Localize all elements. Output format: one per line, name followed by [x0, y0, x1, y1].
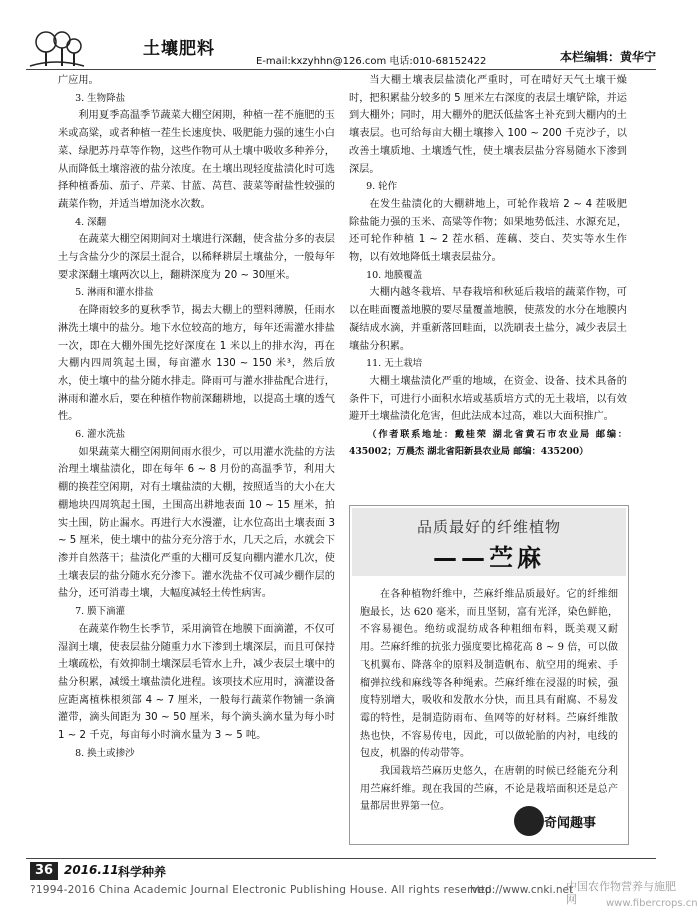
- section-heading: 10. 地膜覆盖: [366, 269, 423, 281]
- box-body: [360, 586, 618, 816]
- body-paragraph: 如果蔬菜大棚空闲期间雨水很少，可以用灌水洗盐的方法治理土壤盐渍化，即在每年 6 ~ 8 月份的高温季节，利用大棚的换茬空闲期，对有土壤盐渍的大棚，按照适当的大小在大棚地块四周筑起土围，土围高出耕地表面 10 ~ 15 厘米，拍实土围，防止漏水。再进行大水漫灌，让水位高出土壤表面 3 ~ 5 厘米，使土壤中的盐分充分溶于水，几天之后，水就会下渗并自然落干；盐渍化严重的大棚可反复向棚内灌水几次，使土壤表层的盐分随水充分渗下。灌水洗盐不仅可减少棚作层的盐分，还可消毒土壤，大幅度减轻土传性病害。: [58, 446, 335, 600]
- body-paragraph: 在蔬菜作物生长季节，采用滴管在地膜下面滴灌，不仅可湿润土壤，使表层盐分随重力水下渗到土壤深层，而且可保持土壤疏松，有效抑制土壤深层毛管水上升，减少表层土壤中的盐分积累，减缓土壤盐渍化进程。该项技术应用时，滴灌设备应距离植株根须部 4 ~ 7 厘米，一般每行蔬菜作物铺一条滴灌带，滴头间距为 30 ~ 50 厘米，每个滴头滴水量为每小时 1 ~ 2 千克，每亩每小时滴水量为 3 ~ 5 吨。: [58, 623, 335, 742]
- section-heading: 8. 换土或掺沙: [75, 747, 135, 759]
- author-address: （作者联系地址：戴桂荣 湖北省黄石市农业局 邮编：435002；万晨杰 湖北省阳新县农业局 邮编：435200）: [349, 429, 627, 458]
- body-paragraph: 在蔬菜大棚空闲期间对土壤进行深翻，使含盐分多的表层土与含盐分少的深层土混合，以稀释耕层土壤盐分，一般每年要求深翻土壤两次以上，翻耕深度为 20 ~ 30厘米。: [58, 234, 335, 281]
- section-heading: 4. 深翻: [75, 216, 107, 228]
- section-heading: 6. 灌水洗盐: [75, 429, 126, 441]
- body-paragraph: 在发生盐渍化的大棚耕地上，可轮作栽培 2 ~ 4 茬吸肥除盐能力强的玉米、高粱等作物；如果地势低洼、水源充足，还可轮作种植 1 ~ 2 茬水稻、莲藕、茭白、芡实等水生作物，以有效地降低土壤表层盐分。: [349, 198, 627, 264]
- page-header: [26, 30, 656, 70]
- box-subtitle: ——苎麻: [433, 544, 545, 572]
- badge-label: 奇闻趣事: [544, 816, 597, 831]
- box-paragraph: 在各种植物纤维中，苎麻纤维品质最好。它的纤维细胞最长，达 620 毫米，而且坚韧，富有光泽，染色鲜艳，不容易褪色。绝纺或混纺成各种粗细布料，既美观又耐用。苎麻纤维的抗张力强度要比棉花高 8 ~ 9 倍，可以做飞机翼布、降落伞的原料及制造帆布、航空用的绳索、手榴弹拉线和麻线等各种绳索。苎麻纤维在浸湿的时候，强度特别增大，吸收和发散水分快，而且具有耐腐、不易发霉的特性，是制造防雨布、鱼网等的好材料。苎麻纤维散热也快，不容易传电，因此，可以做轮胎的内衬，电线的包皮，机器的传动带等。: [360, 589, 618, 760]
- section-heading: 11. 无土栽培: [366, 358, 423, 370]
- body-paragraph: 当大棚土壤表层盐渍化严重时，可在晴好天气土壤干燥时，把积累盐分较多的 5 厘米左右深度的表层土壤铲除，并运到大棚外；同时，用大棚外的肥沃低盐客土补充到大棚内的土壤表层。也可给每亩大棚土壤掺入 100 ~ 200 千克沙子，以改善土壤质地、土壤透气性，使土壤表层盐分容易随水下渗到深层。: [349, 75, 627, 175]
- section-heading: 7. 膜下滴灌: [75, 606, 126, 618]
- magazine-name: 科学种养: [118, 865, 167, 879]
- left-column: [58, 72, 335, 762]
- sidebar-box: [349, 505, 629, 845]
- box-title: 品质最好的纤维植物: [416, 518, 561, 536]
- body-paragraph: 大棚内越冬栽培、早春栽培和秋延后栽培的蔬菜作物，可以在畦面覆盖地膜的要尽量覆盖地膜，使蒸发的水分在地膜内凝结成水滴，并重新落回畦面，以洗刷表土盐分，减少表层土壤盐分积累。: [349, 287, 627, 352]
- column-logo: [26, 30, 136, 70]
- footer-rule: [26, 858, 656, 859]
- section-heading: 9. 轮作: [366, 181, 398, 193]
- body-paragraph: 广应用。: [58, 75, 99, 86]
- issue-date: 2016.11: [64, 863, 119, 877]
- column-badge: [514, 804, 624, 838]
- header-rule: [26, 69, 656, 70]
- box-paragraph: 我国栽培苎麻历史悠久，在唐朝的时候已经能充分利用苎麻纤维。现在我国的苎麻，不论是栽培面积还是总产量都居世界第一位。: [360, 766, 618, 813]
- section-title: 土壤肥料: [143, 39, 215, 59]
- body-paragraph: 利用夏季高温季节蔬菜大棚空闲期，种植一茬不施肥的玉米或高粱，或者种植一茬生长速度快、吸肥能力强的速生小白菜、绿肥苏丹草等作物，这些作物可从土壤中吸收多种养分，从而降低土壤溶液的盐分浓度。在土壤出现轻度盐渍化时可选择种植番茄、茄子、芹菜、甘蓝、莴苣、菠菜等耐盐性较强的蔬菜作物，并适当增加浇水次数。: [58, 110, 335, 210]
- badge-icon: [514, 806, 544, 836]
- contact-info: E-mail:kxzyhhn@126.com 电话:010-68152422: [256, 56, 487, 67]
- source-url: http://www.cnki.net: [470, 884, 574, 896]
- tree-logo-icon: [26, 30, 86, 68]
- page-number: 36: [30, 862, 58, 880]
- watermark-url: www.fibercrops.cn: [606, 898, 698, 909]
- watermark-text: 中国农作物营养与施肥网: [566, 880, 676, 906]
- right-column: [349, 72, 627, 460]
- page-footer: [20, 862, 660, 882]
- column-editor: 本栏编辑：黄华宁: [559, 50, 656, 64]
- body-paragraph: 大棚土壤盐渍化严重的地域，在资金、设备、技术具备的条件下，可进行小面积水培或基质培方式的无土栽培，以有效避开土壤盐渍化危害，但此法成本过高，难以大面积推广。: [349, 375, 627, 423]
- section-heading: 5. 淋雨和灌水排盐: [75, 287, 154, 299]
- copyright-notice: ?1994-2016 China Academic Journal Electronic Publishing House. All rights reserved.: [30, 884, 496, 896]
- section-heading: 3. 生物降盐: [75, 92, 126, 104]
- body-paragraph: 在降雨较多的夏秋季节，揭去大棚上的塑料薄膜，任雨水淋洗土壤中的盐分。地下水位较高的地方，每年还需灌水排盐一次，即在大棚外围先挖好深度在 1 米以上的排水沟，再在大棚内四周筑起土围，每亩灌水 130 ~ 150 米³，然后放水，使土壤中的盐分随水排走。降雨可与灌水排盐配合进行，淋雨和灌水后，要在种植作物前深翻耕地，以提高土壤的透气性。: [58, 305, 335, 423]
